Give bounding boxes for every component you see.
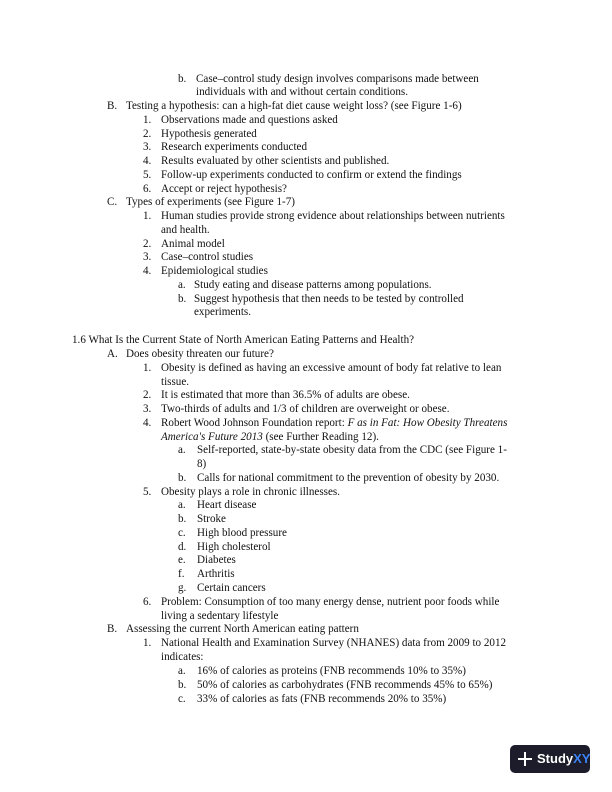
outline-line: [197, 458, 206, 472]
line-text: Obesity plays a role in chronic illnesses.: [161, 486, 341, 498]
list-marker: 2.: [143, 238, 152, 250]
outline-line: [161, 610, 278, 624]
line-text: Human studies provide strong evidence about relationships between nutrients: [161, 210, 505, 222]
line-text: and health.: [161, 224, 210, 236]
list-marker: e.: [178, 554, 186, 566]
list-marker: c.: [178, 693, 186, 705]
report-title: F as in Fat: How Obesity Threatens: [347, 417, 508, 429]
outline-line: [161, 651, 204, 665]
list-marker: d.: [178, 541, 187, 553]
list-marker: C.: [107, 196, 118, 208]
list-marker: f.: [178, 568, 185, 580]
list-marker: a.: [178, 499, 186, 511]
line-text: Certain cancers: [197, 582, 266, 594]
studyxy-watermark: [510, 745, 590, 773]
line-text: 33% of calories as fats (FNB recommends 20% to 35%): [197, 693, 447, 705]
list-marker: b.: [178, 513, 187, 525]
list-marker: b.: [178, 73, 187, 85]
list-marker: 6.: [143, 183, 152, 195]
outline-line: [161, 224, 210, 238]
line-text: experiments.: [194, 306, 251, 318]
line-text: High blood pressure: [197, 527, 287, 539]
line-text: Follow-up experiments conducted to confirm or extend the findings: [161, 169, 462, 181]
line-text: Obesity is defined as having an excessive amount of body fat relative to lean: [161, 362, 502, 374]
outline-line: [196, 86, 408, 100]
line-text: National Health and Examination Survey (NHANES) data from 2009 to 2012: [161, 637, 507, 649]
list-marker: 4.: [143, 155, 152, 167]
list-marker: a.: [178, 444, 186, 456]
list-marker: 3.: [143, 141, 152, 153]
list-marker: 5.: [143, 169, 152, 181]
line-text: Testing a hypothesis: can a high-fat diet cause weight loss? (see Figure 1-6): [126, 100, 462, 112]
line-text: indicates:: [161, 651, 204, 663]
line-text: Self-reported, state-by-state obesity data from the CDC (see Figure 1-: [197, 444, 507, 456]
line-text: 8): [197, 458, 207, 470]
list-marker: 5.: [143, 486, 152, 498]
line-text: It is estimated that more than 36.5% of adults are obese.: [161, 389, 410, 401]
line-text: living a sedentary lifestyle: [161, 610, 279, 622]
line-text: Case–control studies: [161, 251, 254, 263]
brand-name: [537, 745, 590, 773]
list-marker: 1.: [143, 362, 152, 374]
list-marker: B.: [107, 100, 118, 112]
line-text: 16% of calories as proteins (FNB recommends 10% to 35%): [197, 665, 466, 677]
outline-line: [194, 306, 251, 320]
line-text: Calls for national commitment to the prevention of obesity by 2030.: [197, 472, 500, 484]
line-text: Research experiments conducted: [161, 141, 308, 153]
list-marker: a.: [178, 279, 186, 291]
line-text: Heart disease: [197, 499, 257, 511]
line-text: Study eating and disease patterns among populations.: [194, 279, 432, 291]
line-text: Animal model: [161, 238, 225, 250]
line-text: tissue.: [161, 376, 190, 388]
line-text: 50% of calories as carbohydrates (FNB recommends 45% to 65%): [197, 679, 493, 691]
line-text: Stroke: [197, 513, 226, 525]
line-text: Diabetes: [197, 554, 236, 566]
list-marker: b.: [178, 472, 187, 484]
line-text: Types of experiments (see Figure 1-7): [126, 196, 295, 208]
brand-part-b: XY: [573, 751, 591, 766]
line-text: individuals with and without certain conditions.: [196, 86, 408, 98]
line-text: Epidemiological studies: [161, 265, 268, 277]
list-marker: g.: [178, 582, 187, 594]
outline-line: [161, 376, 189, 390]
list-marker: A.: [107, 348, 118, 360]
list-marker: 4.: [143, 417, 152, 429]
line-text: Case–control study design involves comparisons made between: [196, 73, 479, 85]
plus-icon: [518, 752, 532, 766]
line-text: Two-thirds of adults and 1/3 of children are overweight or obese.: [161, 403, 450, 415]
list-marker: 2.: [143, 389, 152, 401]
line-text: Hypothesis generated: [161, 128, 257, 140]
line-text: Results evaluated by other scientists and published.: [161, 155, 390, 167]
line-text: High cholesterol: [197, 541, 271, 553]
line-text: Robert Wood Johnson Foundation report:: [161, 417, 348, 429]
line-text: Suggest hypothesis that then needs to be tested by controlled: [194, 293, 464, 305]
list-marker: 4.: [143, 265, 152, 277]
outline-line: [161, 431, 379, 445]
list-marker: B.: [107, 623, 118, 635]
line-text: Arthritis: [197, 568, 235, 580]
list-marker: 2.: [143, 128, 152, 140]
brand-part-a: Study: [537, 751, 574, 766]
list-marker: 1.: [143, 114, 152, 126]
line-text: Observations made and questions asked: [161, 114, 338, 126]
line-text: Accept or reject hypothesis?: [161, 183, 287, 195]
line-text: (see Further Reading 12).: [262, 431, 379, 443]
list-marker: b.: [178, 679, 187, 691]
line-text: 1.6 What Is the Current State of North American Eating Patterns and Health?: [72, 334, 415, 346]
list-marker: 1.: [143, 637, 152, 649]
list-marker: 6.: [143, 596, 152, 608]
list-marker: 1.: [143, 210, 152, 222]
list-marker: b.: [178, 293, 187, 305]
list-marker: a.: [178, 665, 186, 677]
section-heading: [72, 334, 414, 348]
list-marker: 3.: [143, 403, 152, 415]
line-text: Assessing the current North American eating pattern: [126, 623, 359, 635]
line-text: Does obesity threaten our future?: [126, 348, 274, 360]
line-text: Problem: Consumption of too many energy dense, nutrient poor foods while: [161, 596, 500, 608]
list-marker: c.: [178, 527, 186, 539]
list-marker: 3.: [143, 251, 152, 263]
report-title: America's Future 2013: [161, 431, 263, 443]
